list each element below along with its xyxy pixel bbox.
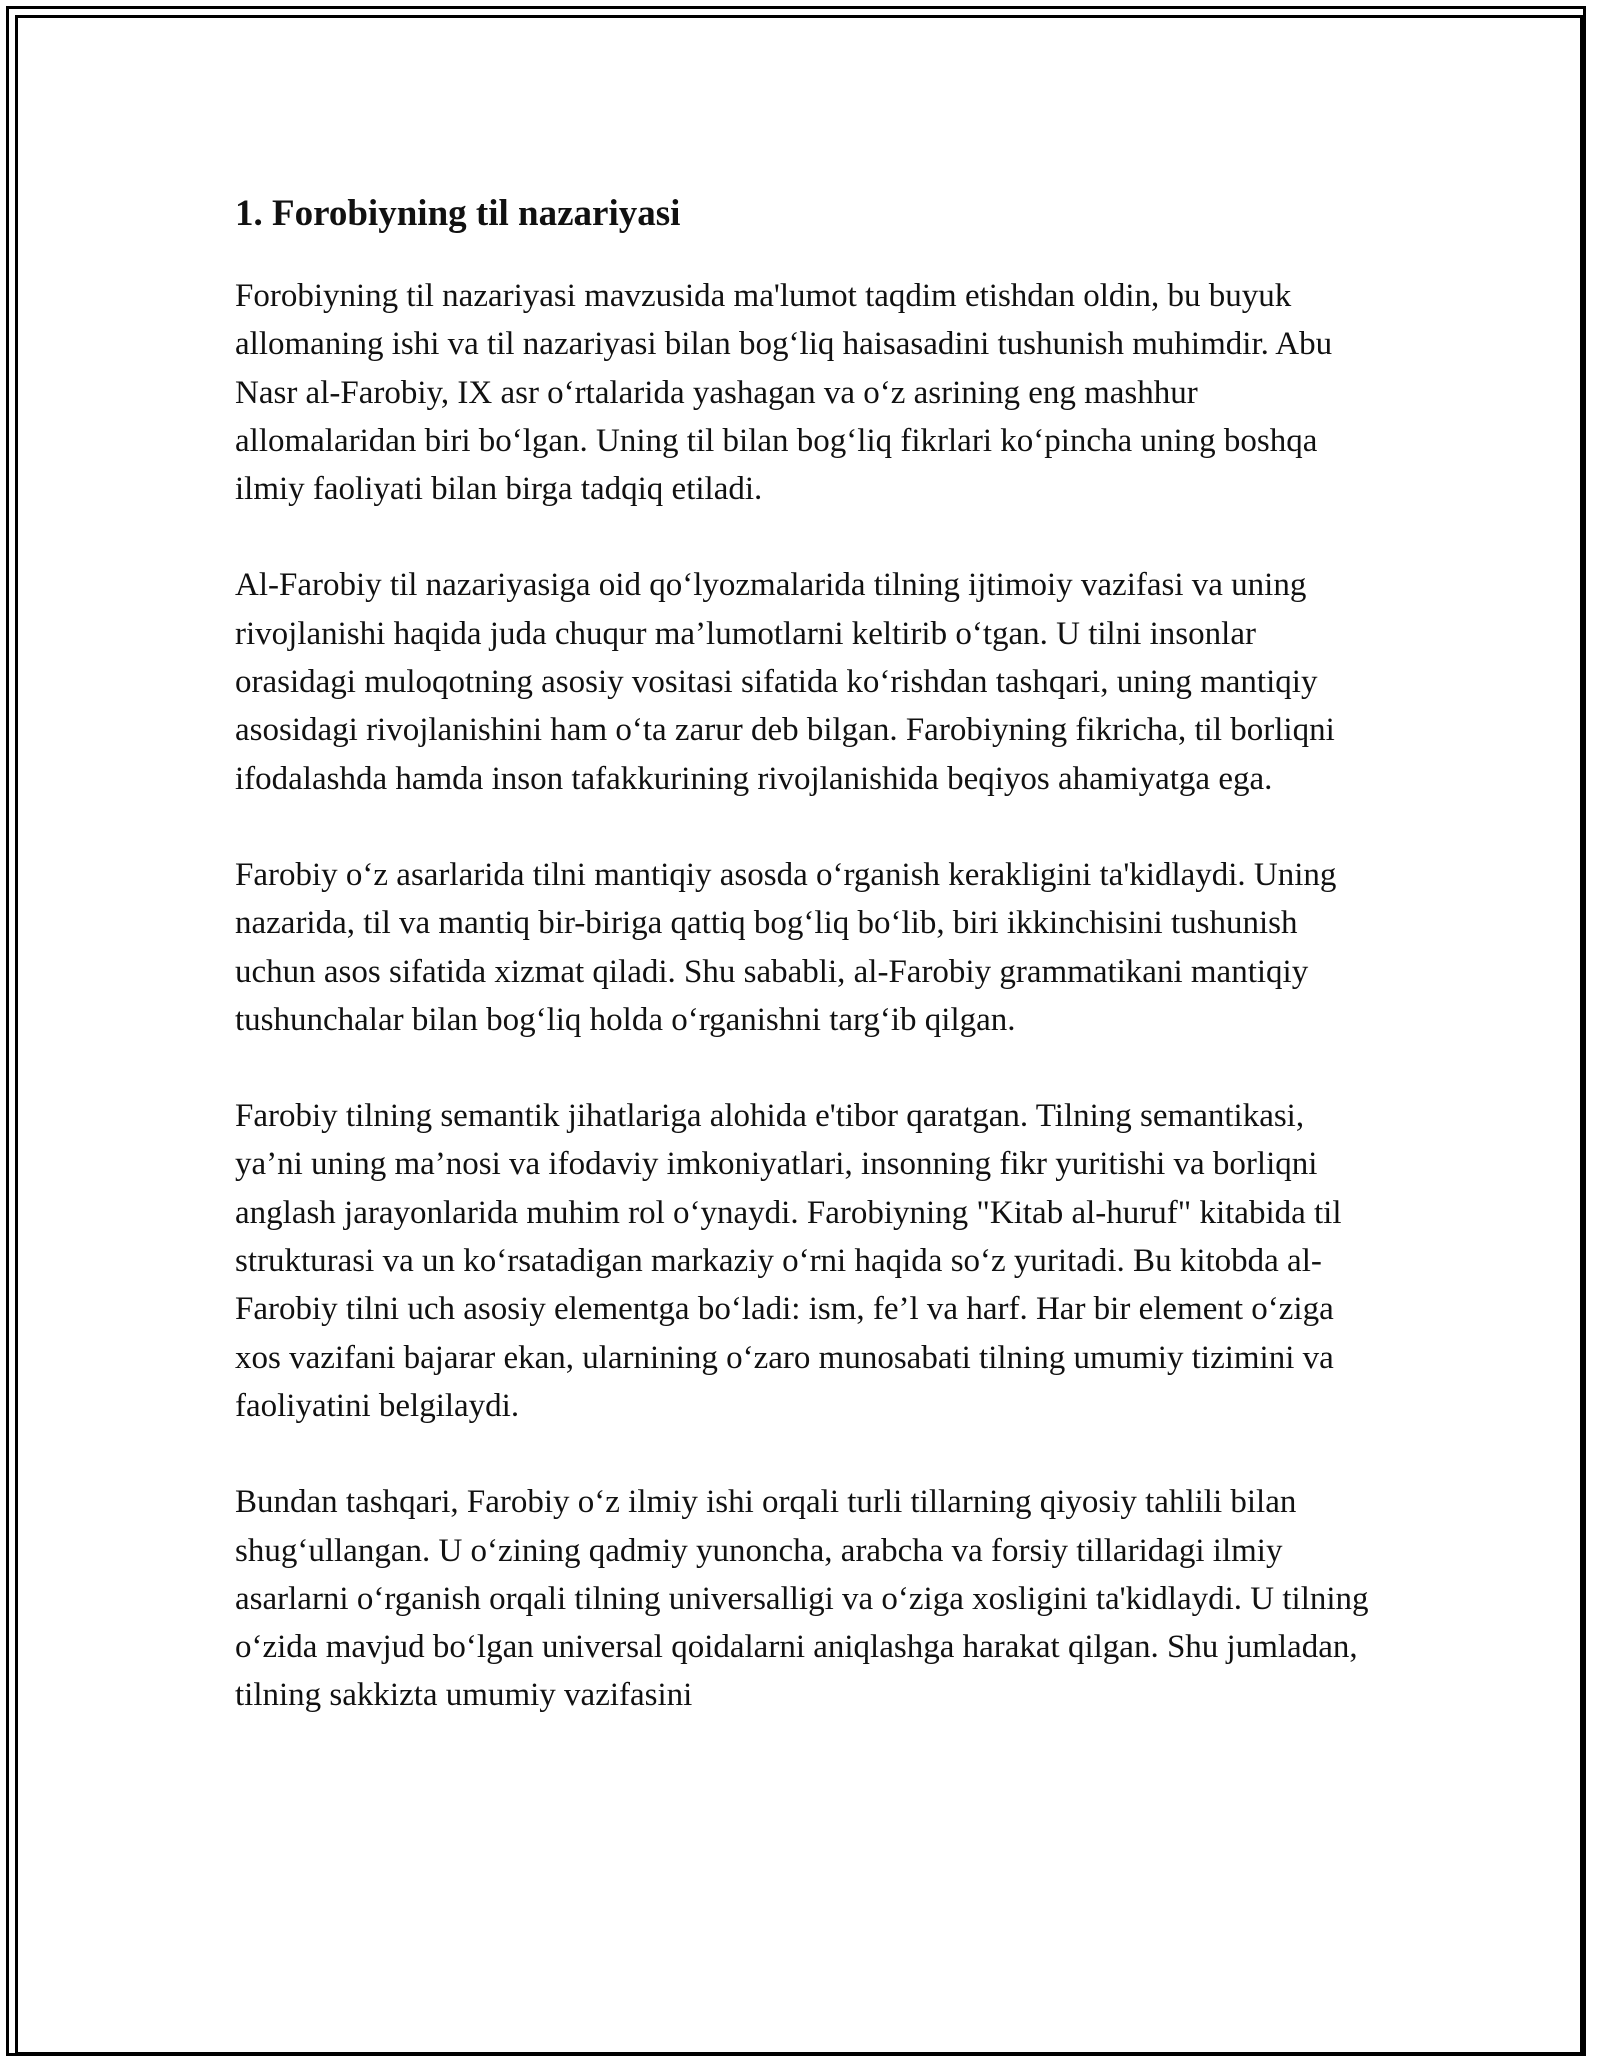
paragraph-4: Farobiy tilning semantik jihatlariga alohida e'tibor qaratgan. Tilning semantikasi, ya’ni uning ma’nosi va ifodaviy imkoniyatlari, insonning fikr yuritishi va borliqni anglash jarayonlarida muhim rol o‘ynaydi. Farobiyning "Kitab al-huruf" kitabida til strukturasi va un ko‘rsatadigan markaziy o‘rni haqida so‘z yuritadi. Bu kitobda al-Farobiy tilni uch asosiy elementga bo‘ladi: ism, fe’l va harf. Har bir element o‘ziga xos vazifani bajarar ekan, ularnining o‘zaro munosabati tilning umumiy tizimini va faoliyatini belgilaydi. <box>235 1098 1342 1424</box>
paragraph-1: Forobiyning til nazariyasi mavzusida ma'lumot taqdim etishdan oldin, bu buyuk allomaning ishi va til nazariyasi bilan bog‘liq haisasadini tushunish muhimdir. Abu Nasr al-Farobiy, IX asr o‘rtalarida yashagan va o‘z asrining eng mashhur allomalaridan biri bo‘lgan. Uning til bilan bog‘liq fikrlari ko‘pincha uning boshqa ilmiy faoliyati bilan birga tadqiq etiladi. <box>235 278 1333 508</box>
section-heading: 1. Forobiyning til nazariyasi <box>235 193 681 234</box>
paragraph-2: Al-Farobiy til nazariyasiga oid qo‘lyozmalarida tilning ijtimoiy vazifasi va uning rivojlanishi haqida juda chuqur ma’lumotlarni keltirib o‘tgan. U tilni insonlar orasidagi muloqotning asosiy vositasi sifatida ko‘rishdan tashqari, uning mantiqiy asosidagi rivojlanishini ham o‘ta zarur deb bilgan. Farobiyning fikricha, til borliqni ifodalashda hamda inson tafakkurining rivojlanishida beqiyos ahamiyatga ega. <box>235 567 1335 797</box>
paragraph-5: Bundan tashqari, Farobiy o‘z ilmiy ishi orqali turli tillarning qiyosiy tahlili bilan shug‘ullangan. U o‘zining qadmiy yunoncha, arabcha va forsiy tillaridagi ilmiy asarlarni o‘rganish orqali tilning universalligi va o‘ziga xosligini ta'kidlaydi. U tilning o‘zida mavjud bo‘lgan universal qoidalarni aniqlashga harakat qilgan. Shu jumladan, tilning sakkizta umumiy vazifasini <box>235 1484 1369 1714</box>
paragraph-3: Farobiy o‘z asarlarida tilni mantiqiy asosda o‘rganish kerakligini ta'kidlaydi. Uning nazarida, til va mantiq bir-biriga qattiq bog‘liq bo‘lib, biri ikkinchisini tushunish uchun asos sifatida xizmat qiladi. Shu sababli, al-Farobiy grammatikani mantiqiy tushunchalar bilan bog‘liq holda o‘rganishni targ‘ib qilgan. <box>235 856 1337 1038</box>
document-body <box>235 188 1375 1768</box>
